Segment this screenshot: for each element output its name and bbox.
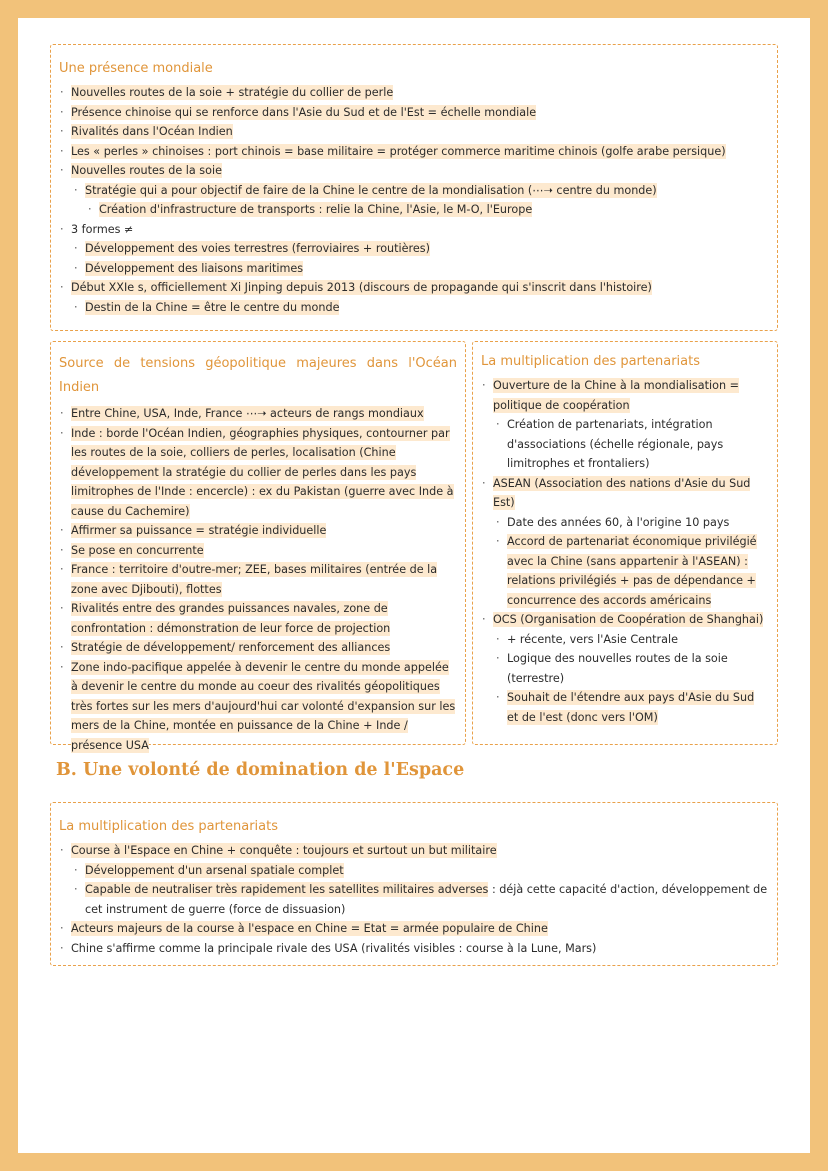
list-item: · Acteurs majeurs de la course à l'espace en Chine = Etat = armée populaire de Chine (59, 919, 769, 939)
box-title: Une présence mondiale (59, 61, 213, 76)
bullet-list (481, 376, 769, 727)
box-title: La multiplication des partenariats (481, 354, 701, 369)
box-tensions-ocean-indien (50, 341, 466, 752)
bullet-list (59, 83, 769, 317)
list-item: · Les « perles » chinoises : port chinois = base militaire = protéger commerce maritime chinois (golfe arabe persique) (59, 142, 769, 162)
list-item: · Stratégie qui a pour objectif de faire de la Chine le centre de la mondialisation (⋯➝ centre du monde) (59, 181, 769, 201)
list-item: · Stratégie de développement/ renforcement des alliances (59, 638, 457, 658)
list-item: · Ouverture de la Chine à la mondialisation = politique de coopération (481, 376, 769, 415)
list-item: · Création de partenariats, intégration d'associations (échelle régionale, pays limitrophes et frontaliers) (481, 415, 769, 474)
list-item: · Course à l'Espace en Chine + conquête : toujours et surtout un but militaire (59, 841, 769, 861)
list-item: · Capable de neutraliser très rapidement les satellites militaires adverses : déjà cette capacité d'action, développement de cet instrument de guerre (force de dissuasion) (59, 880, 769, 919)
list-item: · Date des années 60, à l'origine 10 pays (481, 513, 769, 533)
list-item: · ASEAN (Association des nations d'Asie du Sud Est) (481, 474, 769, 513)
list-item: · Zone indo-pacifique appelée à devenir le centre du monde appelée à devenir le centre du monde au coeur des rivalités géopolitiques très fortes sur les mers d'aujourd'hui car volonté d'expansion sur les mers de la Chine, montée en puissance de la Chine + Inde / présence USA (59, 658, 457, 756)
list-item: · Rivalités dans l'Océan Indien (59, 122, 769, 142)
list-item: · Développement d'un arsenal spatiale complet (59, 861, 769, 881)
bullet-list (59, 404, 457, 755)
list-item: · Affirmer sa puissance = stratégie individuelle (59, 521, 457, 541)
list-item: · Destin de la Chine = être le centre du monde (59, 298, 769, 318)
box-title: La multiplication des partenariats (59, 819, 279, 834)
bullet-list (59, 841, 769, 958)
list-item: · Nouvelles routes de la soie + stratégie du collier de perle (59, 83, 769, 103)
list-item: · + récente, vers l'Asie Centrale (481, 630, 769, 650)
section-heading: B. Une volonté de domination de l'Espace (56, 760, 465, 780)
list-item: · Création d'infrastructure de transports : relie la Chine, l'Asie, le M-O, l'Europe (59, 200, 769, 220)
list-item: · Rivalités entre des grandes puissances navales, zone de confrontation : démonstration de leur force de projection (59, 599, 457, 638)
list-item: · Développement des voies terrestres (ferroviaires + routières) (59, 239, 769, 259)
list-item: · Logique des nouvelles routes de la soie (terrestre) (481, 649, 769, 688)
list-item: · Souhait de l'étendre aux pays d'Asie du Sud et de l'est (donc vers l'OM) (481, 688, 769, 727)
list-item: · Accord de partenariat économique privilégié avec la Chine (sans appartenir à l'ASEAN) : relations privilégiés + pas de dépendance + concurrence des accords américains (481, 532, 769, 610)
list-item: · Présence chinoise qui se renforce dans l'Asie du Sud et de l'Est = échelle mondiale (59, 103, 769, 123)
box-presence-mondiale (50, 44, 778, 331)
list-item: · Entre Chine, USA, Inde, France ⋯➝ acteurs de rangs mondiaux (59, 404, 457, 424)
list-item: · Chine s'affirme comme la principale rivale des USA (rivalités visibles : course à la Lune, Mars) (59, 939, 769, 959)
list-item: · France : territoire d'outre-mer; ZEE, bases militaires (entrée de la zone avec Djibouti), flottes (59, 560, 457, 599)
box-title: Source de tensions géopolitique majeures dans l'Océan Indien (59, 356, 457, 395)
list-item: · Développement des liaisons maritimes (59, 259, 769, 279)
list-item: · Se pose en concurrente (59, 541, 457, 561)
list-item: · Nouvelles routes de la soie (59, 161, 769, 181)
box-espace (50, 802, 778, 966)
list-item: · Début XXIe s, officiellement Xi Jinping depuis 2013 (discours de propagande qui s'inscrit dans l'histoire) (59, 278, 769, 298)
box-partenariats (472, 341, 778, 745)
list-item: · OCS (Organisation de Coopération de Shanghai) (481, 610, 769, 630)
list-item: · 3 formes ≠ (59, 220, 769, 240)
list-item: · Inde : borde l'Océan Indien, géographies physiques, contourner par les routes de la soie, colliers de perles, localisation (Chine développement la stratégie du collier de perles dans les pays limitrophes de l'Inde : encercle) : ex du Pakistan (guerre avec Inde à cause du Cachemire) (59, 424, 457, 522)
